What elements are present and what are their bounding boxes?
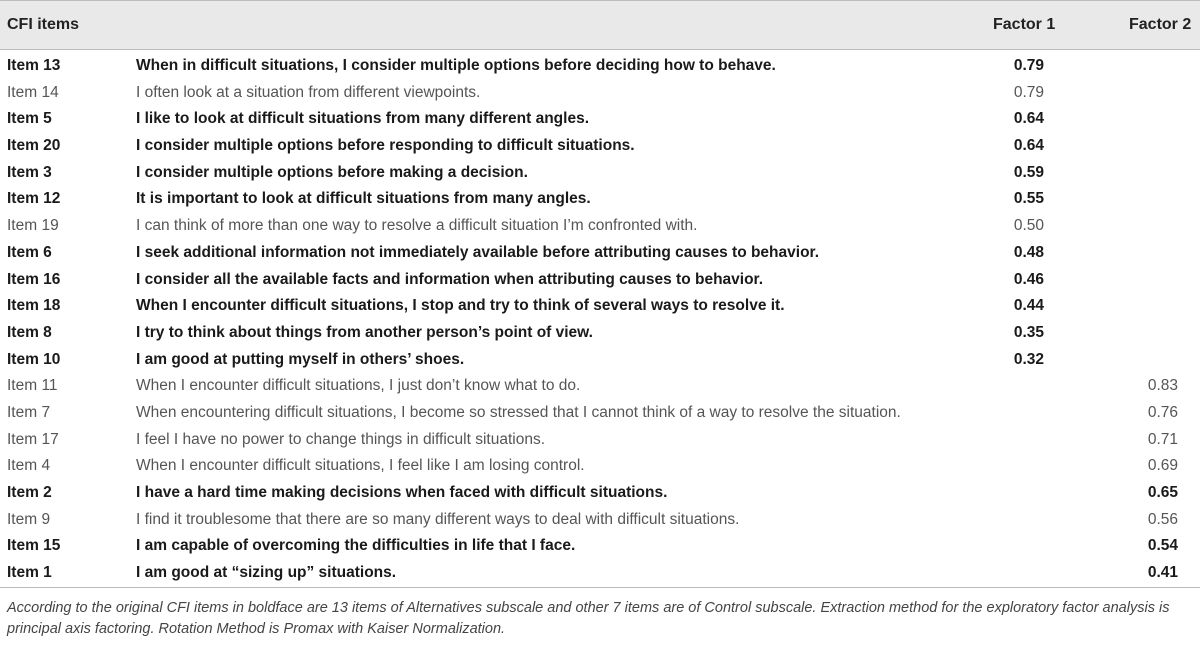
item-text-cell: When I encounter difficult situations, I feel like I am losing control. (136, 457, 585, 475)
item-text-cell: I consider multiple options before making a decision. (136, 163, 528, 181)
factor-1-cell: 0.59 (1013, 163, 1044, 181)
item-id-cell: Item 4 (7, 457, 51, 475)
item-text-cell: I can think of more than one way to resolve a difficult situation I’m confronted with. (136, 217, 698, 235)
table-row (0, 427, 1200, 454)
table-row (0, 267, 1200, 294)
table-row (0, 80, 1200, 107)
factor-1-cell: 0.79 (1013, 83, 1044, 101)
table-footnote: According to the original CFI items in boldface are 13 items of Alternatives subscale and other 7 items are of Control subscale. Extraction method for the exploratory factor analysis is principal axis factoring. Rotation Method is Promax with Kaiser Normalization. (7, 600, 1170, 637)
item-id-cell: Item 16 (7, 270, 61, 288)
factor-1-cell: 0.64 (1013, 110, 1044, 128)
factor-1-cell: 0.50 (1013, 217, 1044, 235)
factor-1-cell: 0.79 (1013, 57, 1044, 74)
item-id-cell: Item 13 (7, 57, 61, 74)
item-text-cell: I consider all the available facts and information when attributing causes to behavior. (136, 270, 764, 288)
item-id-cell: Item 1 (7, 564, 52, 582)
item-id-cell: Item 9 (7, 510, 51, 528)
table-row (0, 240, 1200, 267)
item-id-cell: Item 2 (7, 484, 52, 501)
item-text-cell: I am capable of overcoming the difficulties in life that I face. (136, 537, 576, 555)
table-row (0, 213, 1200, 240)
item-id-cell: Item 7 (7, 403, 51, 421)
item-id-cell: Item 15 (7, 537, 61, 555)
table-row (0, 560, 1200, 587)
factor-2-cell: 0.83 (1147, 377, 1178, 395)
item-id-cell: Item 17 (7, 430, 59, 448)
factor-2-cell: 0.76 (1147, 403, 1178, 421)
table-row (0, 400, 1200, 427)
table-row (0, 453, 1200, 480)
item-text-cell: I am good at “sizing up” situations. (136, 564, 397, 582)
item-text-cell: I consider multiple options before responding to difficult situations. (136, 137, 635, 155)
item-id-cell: Item 19 (7, 217, 59, 235)
factor-1-cell: 0.32 (1013, 350, 1044, 368)
factor-2-cell: 0.41 (1147, 564, 1178, 582)
table-row (0, 293, 1200, 320)
factor-1-cell: 0.64 (1013, 137, 1044, 155)
item-text-cell: I have a hard time making decisions when faced with difficult situations. (136, 484, 668, 501)
item-id-cell: Item 11 (7, 377, 58, 395)
factor-1-cell: 0.55 (1013, 190, 1044, 208)
factor-1-cell: 0.46 (1013, 270, 1044, 288)
item-id-cell: Item 14 (7, 83, 59, 101)
factor-1-cell: 0.35 (1013, 323, 1044, 341)
factor-2-cell: 0.71 (1147, 430, 1178, 448)
table-row (0, 106, 1200, 133)
item-text-cell: It is important to look at difficult situations from many angles. (136, 190, 591, 208)
item-id-cell: Item 6 (7, 243, 52, 261)
item-id-cell: Item 5 (7, 110, 52, 128)
table-row (0, 507, 1200, 534)
table-row (0, 533, 1200, 560)
factor-2-cell: 0.54 (1147, 537, 1178, 555)
table-row (0, 53, 1200, 80)
factor-2-cell: 0.56 (1147, 510, 1178, 528)
item-id-cell: Item 10 (7, 350, 61, 368)
header-cfi-items: CFI items (7, 16, 80, 33)
table-row (0, 133, 1200, 160)
item-text-cell: When encountering difficult situations, I become so stressed that I cannot think of a way to resolve the situation. (136, 403, 901, 421)
item-text-cell: I feel I have no power to change things in difficult situations. (136, 430, 545, 448)
table-header (0, 0, 1200, 50)
header-factor-1: Factor 1 (993, 16, 1056, 33)
table-bottom-rule (0, 587, 1200, 588)
item-text-cell: I often look at a situation from different viewpoints. (136, 83, 481, 101)
table-row (0, 160, 1200, 187)
factor-1-cell: 0.48 (1013, 243, 1044, 261)
item-text-cell: I find it troublesome that there are so many different ways to deal with difficult situations. (136, 510, 740, 528)
item-text-cell: I like to look at difficult situations from many different angles. (136, 110, 590, 128)
table-body (0, 53, 1200, 587)
table-row (0, 373, 1200, 400)
factor-1-cell: 0.44 (1013, 297, 1044, 315)
item-id-cell: Item 12 (7, 190, 61, 208)
item-id-cell: Item 20 (7, 137, 61, 155)
table-row (0, 186, 1200, 213)
item-text-cell: When I encounter difficult situations, I just don’t know what to do. (136, 377, 581, 395)
header-factor-2: Factor 2 (1129, 16, 1192, 33)
item-text-cell: When I encounter difficult situations, I stop and try to think of several ways to resolve it. (136, 297, 785, 315)
item-id-cell: Item 18 (7, 297, 61, 315)
item-id-cell: Item 3 (7, 163, 52, 181)
table-row (0, 347, 1200, 374)
item-text-cell: I seek additional information not immediately available before attributing causes to behavior. (136, 243, 820, 261)
item-text-cell: I am good at putting myself in others’ shoes. (136, 350, 465, 368)
item-text-cell: When in difficult situations, I consider multiple options before deciding how to behave. (136, 57, 776, 74)
item-text-cell: I try to think about things from another person’s point of view. (136, 323, 593, 341)
factor-2-cell: 0.69 (1147, 457, 1178, 475)
table-row (0, 320, 1200, 347)
factor-2-cell: 0.65 (1147, 484, 1178, 501)
item-id-cell: Item 8 (7, 323, 52, 341)
table-row (0, 480, 1200, 507)
